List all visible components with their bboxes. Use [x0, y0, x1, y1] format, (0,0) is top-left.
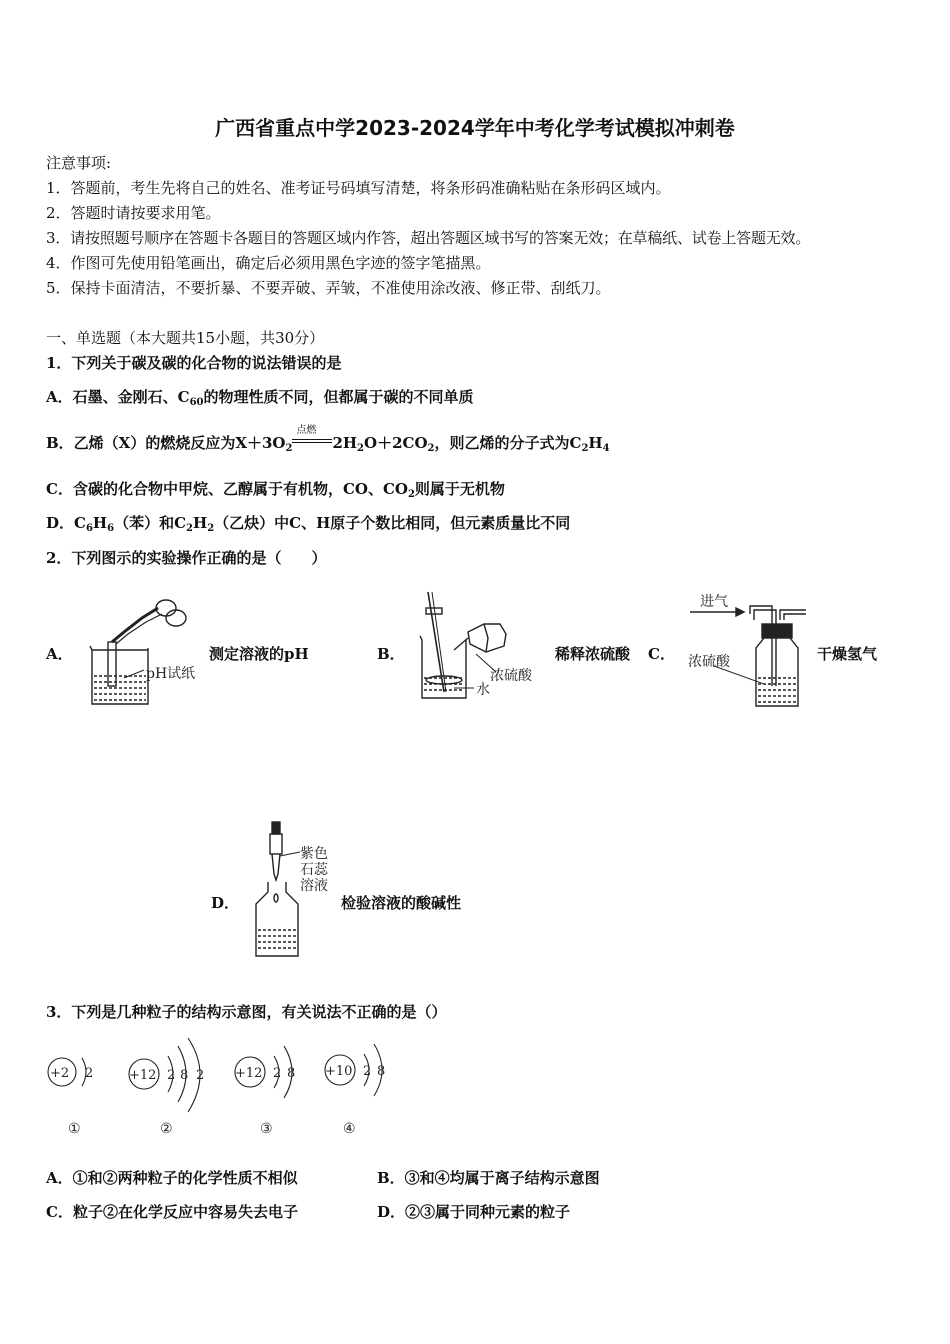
- water-label: 水: [476, 682, 490, 698]
- q1-option-c: C．含碳的化合物中甲烷、乙醇属于有机物，CO、$CO_2$则属于无机物: [46, 480, 505, 500]
- notice-item-2: 2．答题时请按要求用笔。: [46, 204, 221, 222]
- reaction-arrow: [292, 425, 332, 451]
- q2-option-b-letter: B．: [377, 645, 405, 663]
- particle-2-shell-1: 2: [167, 1068, 176, 1083]
- particle-3-shell-2: 8: [287, 1066, 296, 1081]
- particle-1-nucleus: +2: [50, 1066, 70, 1081]
- notice-item-5: 5．保持卡面清洁，不要折暴、不要弄破、弄皱，不准使用涂改液、修正带、刮纸刀。: [46, 279, 611, 297]
- notice-heading: 注意事项:: [46, 154, 112, 172]
- q3-option-b: B．③和④均属于离子结构示意图: [377, 1169, 600, 1187]
- litmus-label-2: 石蕊: [300, 862, 328, 878]
- q2-stem: 2．下列图示的实验操作正确的是（ ）: [46, 549, 327, 567]
- particle-3-nucleus: +12: [235, 1066, 263, 1081]
- page-title: 广西省重点中学2023-2024学年中考化学考试模拟冲刺卷: [215, 116, 735, 140]
- q2-option-c-letter: C．: [648, 645, 675, 663]
- particle-1-diagram: [48, 1058, 93, 1137]
- q2-option-d-letter: D．: [211, 894, 240, 912]
- conc-acid-label-c: 浓硫酸: [688, 654, 730, 670]
- particle-diagrams: [40, 1034, 400, 1144]
- conc-acid-label-b: 浓硫酸: [490, 668, 532, 684]
- litmus-label-3: 溶液: [300, 878, 328, 894]
- q3-stem: 3．下列是几种粒子的结构示意图，有关说法不正确的是（）: [46, 1003, 447, 1021]
- particle-3-diagram: [235, 1046, 295, 1137]
- particle-4-shell-2: 8: [377, 1064, 386, 1079]
- particle-4-shell-1: 2: [363, 1064, 372, 1079]
- particle-3-mark: ③: [260, 1121, 273, 1137]
- particle-2-nucleus: +12: [129, 1068, 157, 1083]
- reaction-condition: 点燃: [296, 425, 317, 436]
- dry-hydrogen-figure: [684, 590, 814, 710]
- q2-option-b-caption: 稀释浓硫酸: [555, 645, 631, 663]
- q1-option-b: B．乙烯（X）的燃烧反应为$X+3O_2$ 点燃 $2H_2O+2CO_2$，则乙烯的分子式为$C_2H_4$: [46, 432, 610, 454]
- q1-option-d: D．$C_6H_6$（苯）和$C_2H_2$（乙炔）中C、H原子个数比相同，但元素质量比不同: [46, 514, 571, 534]
- q1-option-a: A．石墨、金刚石、$C_{60}$的物理性质不同，但都属于碳的不同单质: [46, 388, 474, 408]
- q2-option-d-caption: 检验溶液的酸碱性: [341, 894, 462, 912]
- litmus-label-1: 紫色: [300, 846, 328, 862]
- q2-option-a-caption: 测定溶液的pH: [209, 645, 309, 663]
- particle-2-diagram: [129, 1038, 204, 1137]
- particle-4-mark: ④: [343, 1121, 356, 1137]
- notice-item-1: 1．答题前，考生先将自己的姓名、准考证号码填写清楚，将条形码准确粘贴在条形码区域内。: [46, 179, 671, 197]
- q3-option-c: C．粒子②在化学反应中容易失去电子: [46, 1203, 298, 1221]
- particle-2-shell-3: 2: [196, 1068, 205, 1083]
- q1-stem: 1．下列关于碳及碳的化合物的说法错误的是: [46, 354, 342, 372]
- particle-2-mark: ②: [160, 1121, 173, 1137]
- q3-option-d: D．②③属于同种元素的粒子: [377, 1203, 571, 1221]
- particle-4-diagram: [325, 1044, 385, 1137]
- particle-1-shell-1: 2: [85, 1066, 94, 1081]
- notice-item-3: 3．请按照题号顺序在答题卡各题目的答题区域内作答，超出答题区域书写的答案无效；在草稿纸、试卷上答题无效。: [46, 229, 811, 247]
- gas-in-label: 进气: [700, 594, 728, 610]
- particle-3-shell-1: 2: [273, 1066, 282, 1081]
- dilute-acid-figure: [410, 588, 550, 704]
- particle-1-mark: ①: [68, 1121, 81, 1137]
- notice-item-4: 4．作图可先使用铅笔画出，确定后必须用黑色字迹的签字笔描黑。: [46, 254, 491, 272]
- particle-4-nucleus: +10: [325, 1064, 353, 1079]
- ph-paper-label: pH试纸: [146, 666, 196, 682]
- acid-base-test-figure: [244, 820, 340, 960]
- ph-test-figure: [84, 596, 208, 710]
- q3-option-a: A．①和②两种粒子的化学性质不相似: [46, 1169, 298, 1187]
- particle-2-shell-2: 8: [180, 1068, 189, 1083]
- section-heading: 一、单选题（本大题共15小题，共30分）: [46, 329, 325, 347]
- q2-option-a-letter: A．: [46, 645, 73, 663]
- q2-option-c-caption: 干燥氢气: [817, 645, 878, 663]
